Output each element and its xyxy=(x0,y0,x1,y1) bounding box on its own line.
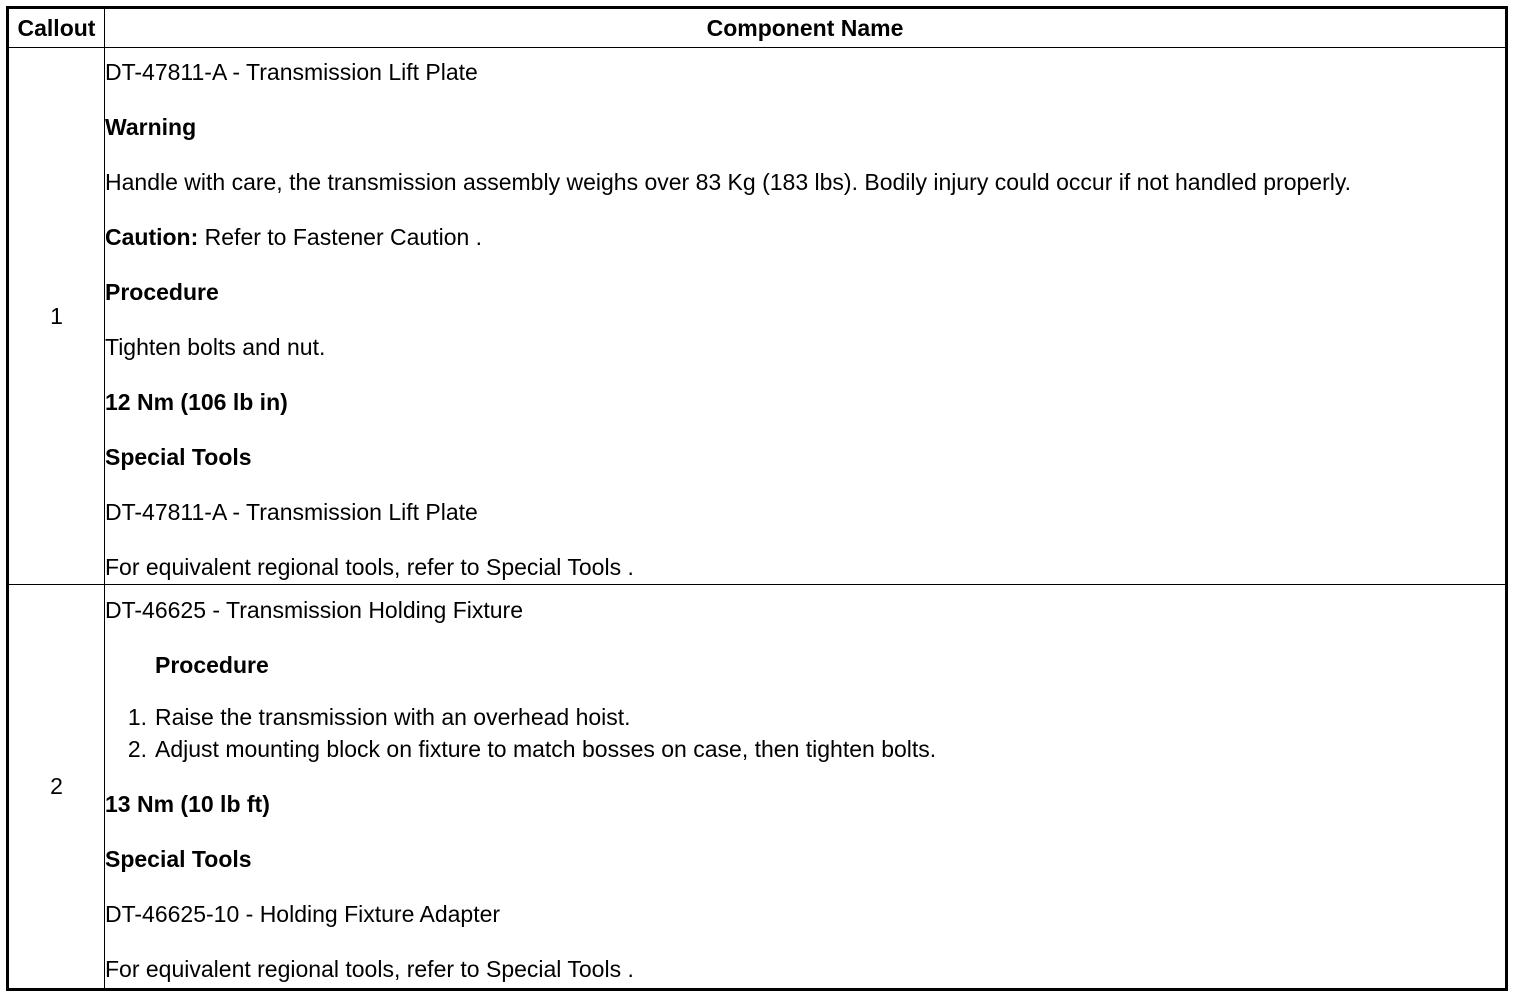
table-header-row xyxy=(8,8,1507,48)
equivalent-tools-note: For equivalent regional tools, refer to Special Tools . xyxy=(105,553,634,580)
procedure-heading: Procedure xyxy=(155,652,269,678)
procedure-steps xyxy=(105,701,1505,765)
table-row xyxy=(8,48,1507,585)
procedure-heading: Procedure xyxy=(105,278,219,305)
warning-heading: Warning xyxy=(105,113,197,140)
callout-number: 1 xyxy=(8,48,105,585)
procedure-text: Tighten bolts and nut. xyxy=(105,333,326,360)
special-tool-name: DT-47811-A - Transmission Lift Plate xyxy=(105,498,478,525)
special-tool-name: DT-46625-10 - Holding Fixture Adapter xyxy=(105,901,501,927)
special-tools-heading: Special Tools xyxy=(105,443,252,470)
step-text: Raise the transmission with an overhead hoist. xyxy=(155,704,631,730)
caution-text: Refer to Fastener Caution . xyxy=(198,223,483,250)
column-header-component-name: Component Name xyxy=(105,8,1507,48)
component-cell xyxy=(105,48,1507,585)
tool-name: DT-47811-A - Transmission Lift Plate xyxy=(105,58,478,85)
component-table xyxy=(6,6,1508,991)
equivalent-tools-note: For equivalent regional tools, refer to Special Tools . xyxy=(105,956,634,982)
step-text: Adjust mounting block on fixture to match bosses on case, then tighten bolts. xyxy=(155,736,937,762)
column-header-callout: Callout xyxy=(8,8,105,48)
torque-spec: 13 Nm (10 lb ft) xyxy=(105,791,270,817)
step-number: 1. xyxy=(127,704,147,730)
caution-note xyxy=(105,221,1505,253)
table-row xyxy=(8,585,1507,990)
step-number: 2. xyxy=(127,736,147,762)
procedure-step xyxy=(105,701,1505,733)
procedure-step xyxy=(105,733,1505,765)
caution-label: Caution: xyxy=(105,223,199,250)
warning-text: Handle with care, the transmission assembly weighs over 83 Kg (183 lbs). Bodily injury could occur if not handled properly. xyxy=(105,168,1352,195)
callout-number: 2 xyxy=(8,585,105,990)
tool-name: DT-46625 - Transmission Holding Fixture xyxy=(105,597,523,623)
special-tools-heading: Special Tools xyxy=(105,846,252,872)
component-cell xyxy=(105,585,1507,990)
torque-spec: 12 Nm (106 lb in) xyxy=(105,388,288,415)
